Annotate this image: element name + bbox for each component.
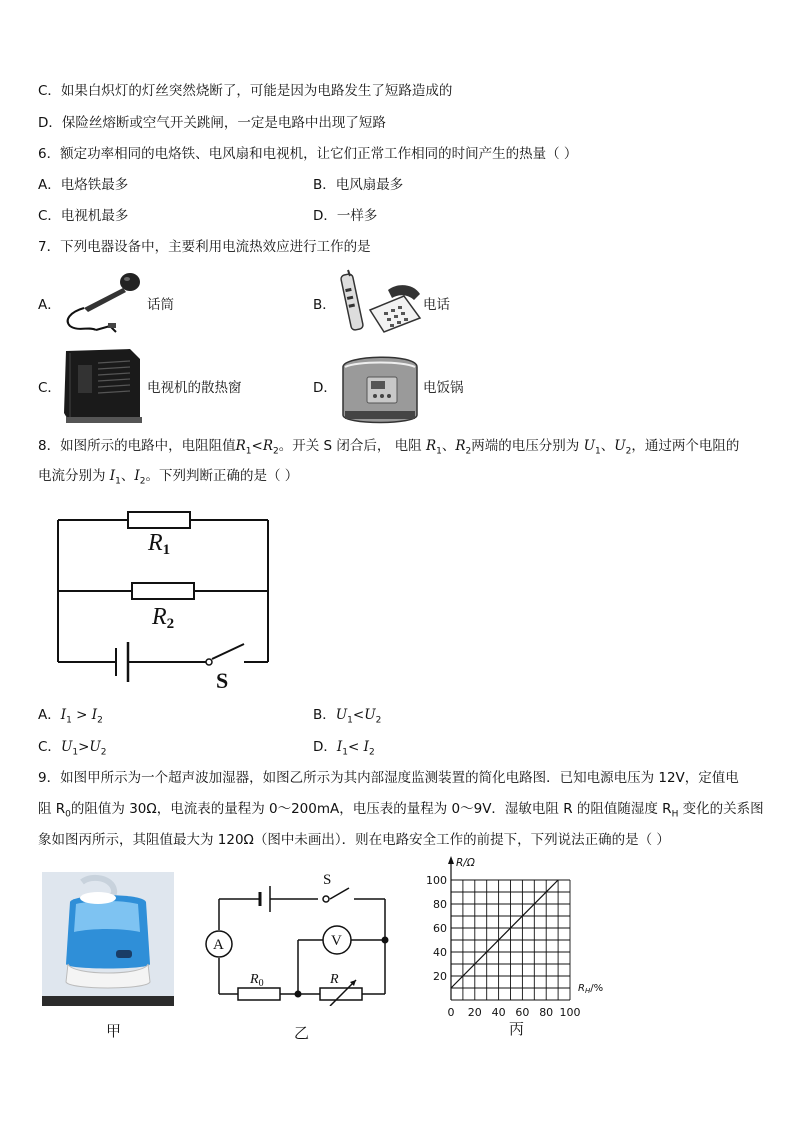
question-8-stem-line2: 电流分别为 $I_1$、$I_2$。下列判断正确的是（ ） bbox=[38, 468, 299, 487]
q7-option-b-letter[interactable]: B． bbox=[313, 297, 336, 313]
figure-caption-jia: 甲 bbox=[106, 1022, 122, 1040]
q6-option-d[interactable]: D．一样多 bbox=[313, 208, 378, 224]
rice-cooker-icon bbox=[337, 347, 423, 429]
television-icon bbox=[60, 347, 146, 427]
resistance-series-line bbox=[451, 880, 558, 988]
humidity-resistance-graph bbox=[418, 854, 618, 1020]
r0-label: R bbox=[250, 972, 259, 987]
q8-option-b[interactable]: B．$U_1<U_2$ bbox=[313, 707, 382, 726]
svg-text:R0 bbox=[249, 972, 264, 989]
question-7-stem: 7．下列电器设备中，主要利用电流热效应进行工作的是 bbox=[38, 239, 371, 255]
q8-i-symbol: I bbox=[134, 468, 140, 484]
q8-option-c[interactable]: C．$U_1>U_2$ bbox=[38, 739, 107, 758]
telephone-icon bbox=[338, 266, 424, 338]
question-6-stem: 6．额定功率相同的电烙铁、电风扇和电视机，让它们正常工作相同的时间产生的热量（ ） bbox=[38, 146, 578, 162]
q9-switch-label: S bbox=[323, 872, 332, 888]
humidity-circuit-diagram bbox=[200, 866, 400, 1006]
q8-u-symbol: U bbox=[614, 438, 626, 454]
q8-circuit-diagram bbox=[50, 502, 280, 697]
q7-option-c-letter[interactable]: C． bbox=[38, 380, 61, 396]
graph-ylabel: R/Ω bbox=[456, 857, 475, 869]
q7-option-a-label: 话筒 bbox=[147, 297, 174, 313]
y-tick-label: 100 bbox=[426, 874, 447, 887]
circuit-switch-label: S bbox=[216, 668, 229, 693]
y-tick-label: 80 bbox=[433, 898, 447, 911]
q8-r-symbol: R bbox=[235, 438, 246, 454]
circuit-r2-sub: 2 bbox=[166, 616, 175, 632]
y-tick-label: 60 bbox=[433, 922, 447, 935]
circuit-r2-label: R bbox=[152, 604, 167, 630]
microphone-icon bbox=[60, 268, 146, 336]
figure-caption-bing: 丙 bbox=[509, 1020, 525, 1038]
x-tick-label: 80 bbox=[539, 1006, 554, 1019]
q8-r-symbol: R bbox=[262, 438, 273, 454]
q7-option-c-label: 电视机的散热窗 bbox=[147, 380, 242, 396]
x-tick-label: 100 bbox=[559, 1006, 581, 1019]
option-c-previous: C．如果白炽灯的灯丝突然烧断了，可能是因为电路发生了短路造成的 bbox=[38, 83, 453, 99]
q7-option-b-label: 电话 bbox=[423, 297, 450, 313]
q6-option-c[interactable]: C．电视机最多 bbox=[38, 208, 129, 224]
q8-stem-a: 8．如图所示的电路中，电阻阻值 bbox=[38, 438, 236, 454]
q8-stem-c: 两端的电压分别为 bbox=[471, 438, 580, 454]
graph-xlabel-unit: /% bbox=[590, 983, 604, 994]
resistor-r2 bbox=[132, 583, 194, 599]
q7-option-d-label: 电饭锅 bbox=[423, 380, 464, 396]
q7-option-d-letter[interactable]: D． bbox=[313, 380, 337, 396]
circuit-r1-sub: 1 bbox=[162, 542, 171, 558]
question-9-line1: 9．如图甲所示为一个超声波加湿器，如图乙所示为其内部湿度监测装置的简化电路图．已知电源电压为 12V，定值电 bbox=[38, 770, 739, 786]
graph-xlabel: R bbox=[578, 983, 585, 994]
q8-stem-f: 。下列判断正确的是（ ） bbox=[145, 468, 299, 484]
figure-caption-yi: 乙 bbox=[294, 1024, 310, 1042]
x-tick-label: 60 bbox=[515, 1006, 530, 1019]
y-tick-label: 40 bbox=[433, 946, 447, 959]
x-tick-label: 40 bbox=[491, 1006, 506, 1019]
q8-r-symbol: R bbox=[455, 438, 466, 454]
circuit-r1-label: R bbox=[148, 530, 163, 556]
ammeter-label: A bbox=[213, 937, 224, 953]
q8-stem-e: 电流分别为 bbox=[38, 468, 106, 484]
q7-option-a-letter[interactable]: A． bbox=[38, 297, 61, 313]
x-tick-label: 20 bbox=[467, 1006, 482, 1019]
q8-i-symbol: I bbox=[109, 468, 116, 484]
question-8-stem-line1: 8．如图所示的电路中，电阻阻值$R_1<R_2$。开关 S 闭合后， 电阻 $R_1$、$R_2$两端的电压分别为 $U_1$、$U_2$，通过两个电阻的 bbox=[38, 438, 740, 457]
q8-option-d[interactable]: D．$I_1< I_2$ bbox=[313, 739, 375, 758]
q8-option-a[interactable]: A．$I_1 > I_2$ bbox=[38, 707, 103, 726]
graph-xlabel-sub: H bbox=[584, 987, 591, 995]
svg-text:RH/% bbox=[578, 983, 603, 995]
q6-option-a[interactable]: A．电烙铁最多 bbox=[38, 177, 129, 193]
r0-sub: 0 bbox=[258, 978, 264, 989]
q6-option-b[interactable]: B．电风扇最多 bbox=[313, 177, 404, 193]
humidifier-photo bbox=[42, 872, 174, 1006]
option-d-previous: D．保险丝熔断或空气开关跳闸，一定是电路中出现了短路 bbox=[38, 115, 386, 131]
question-9-line2: 阻 $R_0$的阻值为 30Ω，电流表的量程为 0～200mA，电压表的量程为 0～9V．湿敏电阻 R 的阻值随湿度 $R_H$ 变化的关系图 bbox=[38, 801, 764, 820]
svg-text:R1 bbox=[147, 530, 170, 558]
q8-u-symbol: U bbox=[583, 438, 595, 454]
r-label: R bbox=[330, 972, 339, 987]
y-tick-label: 20 bbox=[433, 970, 447, 983]
q8-stem-d: ，通过两个电阻的 bbox=[631, 438, 740, 454]
q8-stem-b: 。开关 S 闭合后， 电阻 bbox=[278, 438, 422, 454]
resistor-r1 bbox=[128, 512, 190, 528]
x-tick-label: 0 bbox=[447, 1006, 455, 1019]
question-9-line3: 象如图丙所示，其阻值最大为 120Ω（图中未画出）．则在电路安全工作的前提下，下列说法正确的是（ ） bbox=[38, 832, 670, 848]
voltmeter-label: V bbox=[331, 933, 342, 949]
svg-text:R2 bbox=[151, 604, 174, 632]
q8-r-symbol: R bbox=[425, 438, 437, 454]
